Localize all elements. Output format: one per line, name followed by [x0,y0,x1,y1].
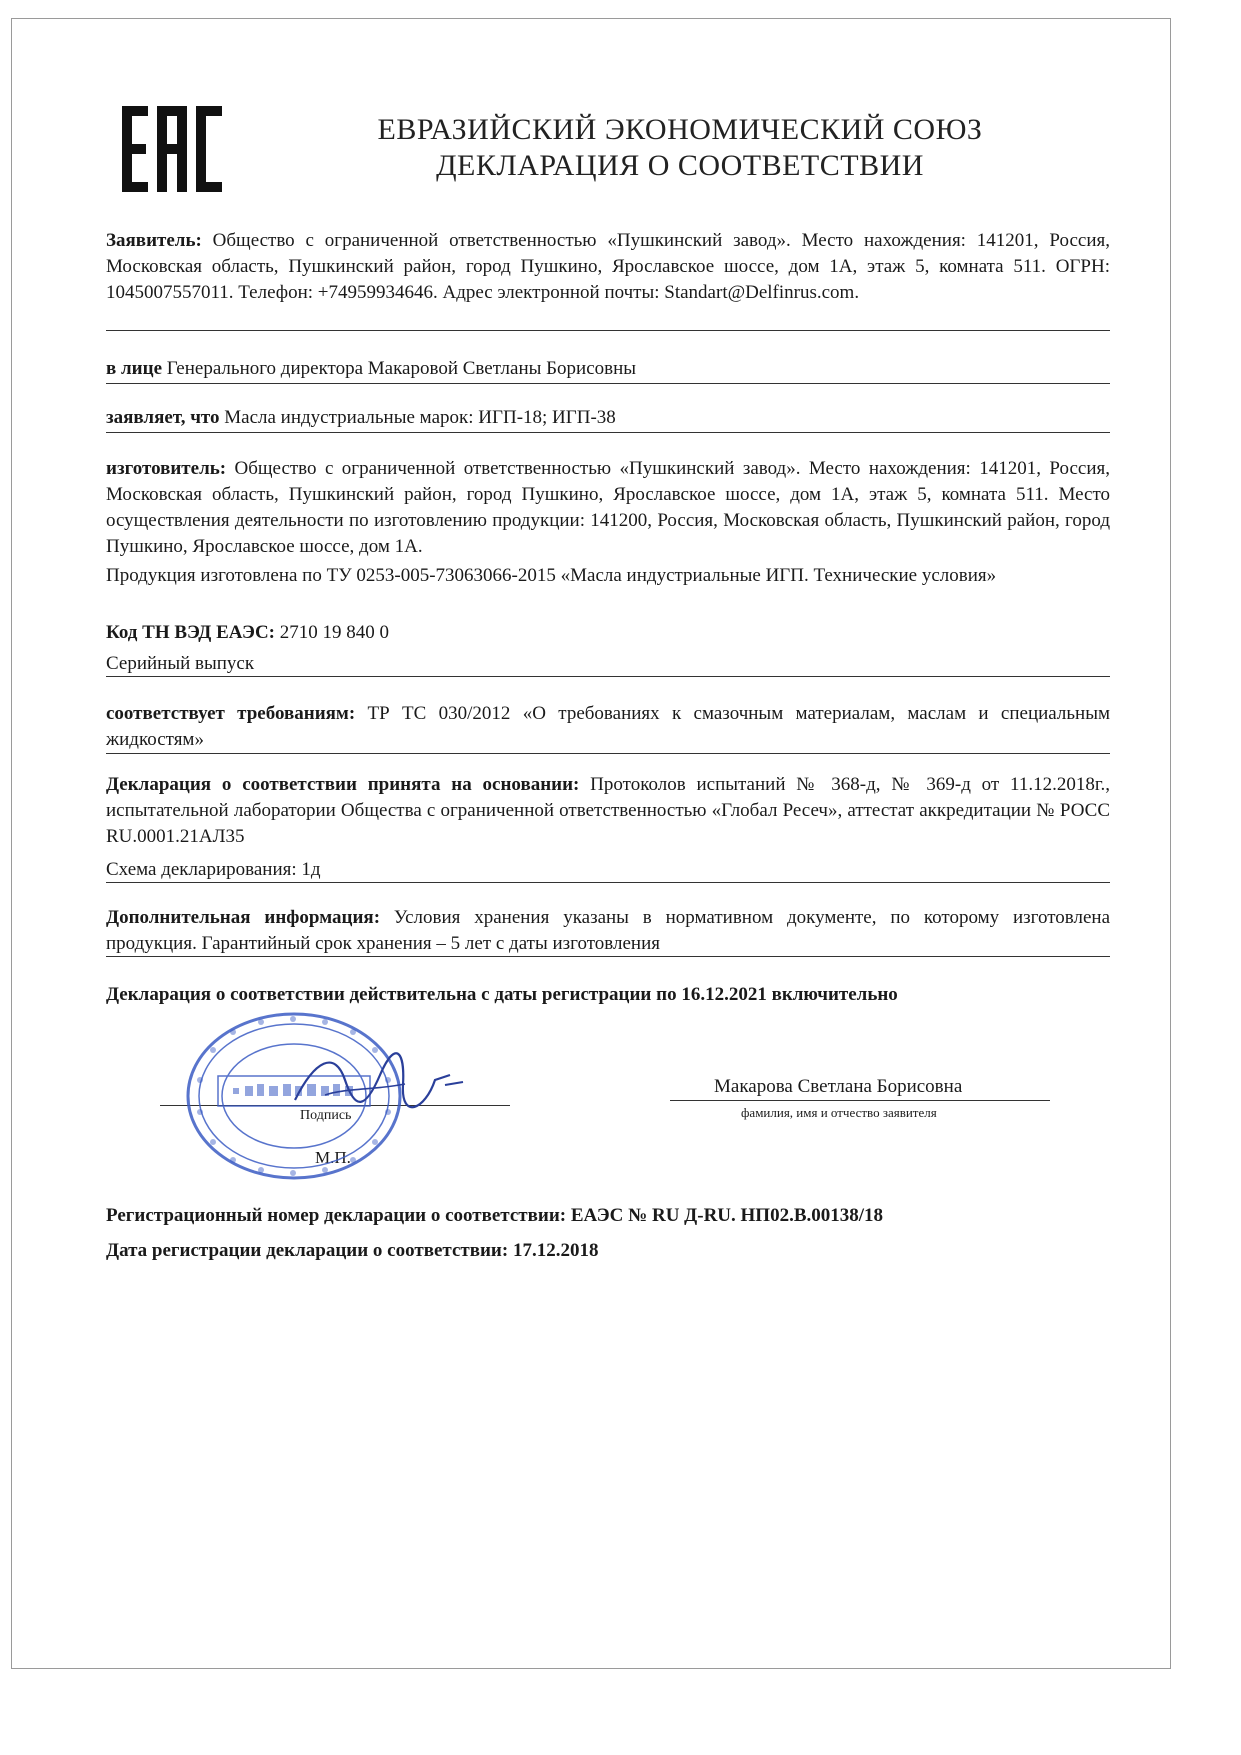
header-union-title: ЕВРАЗИЙСКИЙ ЭКОНОМИЧЕСКИЙ СОЮЗ [377,113,983,146]
additional-section [106,905,1110,957]
validity-line: Декларация о соответствии действительна с даты регистрации по 16.12.2021 включительно [106,984,898,1005]
manufacturer-label: изготовитель: [106,458,227,479]
applicant-label: Заявитель: [106,230,202,251]
additional-text: Условия хранения указаны в нормативном документе, по которому изготовлена продукция. Гарантийный срок хранения – 5 лет с даты изготовления [106,907,1111,954]
applicant-section [106,228,1110,306]
scheme-line: Схема декларирования: 1д [106,859,321,880]
code-value: 2710 19 840 0 [275,622,389,643]
conforms-section [106,701,1110,753]
signature-caption: Подпись [300,1108,352,1123]
declares-label: заявляет, что [106,407,220,428]
divider [106,330,1110,331]
applicant-name-caption: фамилия, имя и отчество заявителя [741,1105,937,1120]
applicant-text: Общество с ограниченной ответственностью «Пушкинский завод». Место нахождения: 141201, Россия, Московская область, Пушкинский район, город Пушкино, Ярославское шоссе, дом 1А, этаж 5, комната 511. ОГРН: 1045007557011. Телефон: +74959934646. Адрес электронной почты: Standart@Delfinrus.com. [106,230,1110,303]
handwritten-signature [285,1040,465,1120]
basis-section [106,772,1110,850]
divider [106,383,1110,384]
code-label: Код ТН ВЭД ЕАЭС: [106,622,275,643]
document-header [330,112,1030,184]
seal-caption: М.П. [315,1148,351,1167]
code-section [106,620,1110,646]
basis-label: Декларация о соответствии принята на основании: [106,774,580,795]
conforms-text: ТР ТС 030/2012 «О требованиях к смазочным материалам, маслам и специальным жидкостям» [106,703,1110,750]
conforms-label: соответствует требованиям: [106,703,356,724]
header-declaration-title: ДЕКЛАРАЦИЯ О СООТВЕТСТВИИ [436,149,924,182]
divider [106,432,1110,433]
basis-text: Протоколов испытаний № 368-д, № 369-д от 11.12.2018г., испытательной лаборатории Общества с ограниченной ответственностью «Глобал Ресеч», аттестат аккредитации № РОСС RU.0001.21АЛ35 [106,774,1110,847]
represented-text: Генерального директора Макаровой Светланы Борисовны [162,358,637,379]
declares-section [106,405,1110,431]
serial-release: Серийный выпуск [106,653,255,674]
represented-section [106,356,1110,382]
manufacturer-text: Общество с ограниченной ответственностью «Пушкинский завод». Место нахождения: 141201, Россия, Московская область, Пушкинский район, город Пушкино, Ярославское шоссе, дом 1А, этаж 5, комната 511. Место осуществления деятельности по изготовлению продукции: 141200, Россия, Московская область, Пушкинский район, город Пушкино, Ярославское шоссе, дом 1А. [106,458,1110,557]
product-spec: Продукция изготовлена по ТУ 0253-005-73063066-2015 «Масла индустриальные ИГП. Технические условия» [106,565,997,586]
additional-label: Дополнительная информация: [106,907,381,928]
represented-label: в лице [106,358,162,379]
divider [106,956,1110,957]
divider [106,882,1110,883]
registration-date: Дата регистрации декларации о соответствии: 17.12.2018 [106,1240,599,1261]
eac-mark-icon [122,106,222,192]
declares-text: Масла индустриальные марок: ИГП-18; ИГП-38 [219,407,616,428]
manufacturer-section [106,456,1110,560]
divider [106,753,1110,754]
divider [106,676,1110,677]
registration-number: Регистрационный номер декларации о соответствии: ЕАЭС № RU Д-RU. НП02.В.00138/18 [106,1205,884,1226]
applicant-name: Макарова Светлана Борисовна [714,1076,963,1097]
name-line [670,1100,1050,1101]
